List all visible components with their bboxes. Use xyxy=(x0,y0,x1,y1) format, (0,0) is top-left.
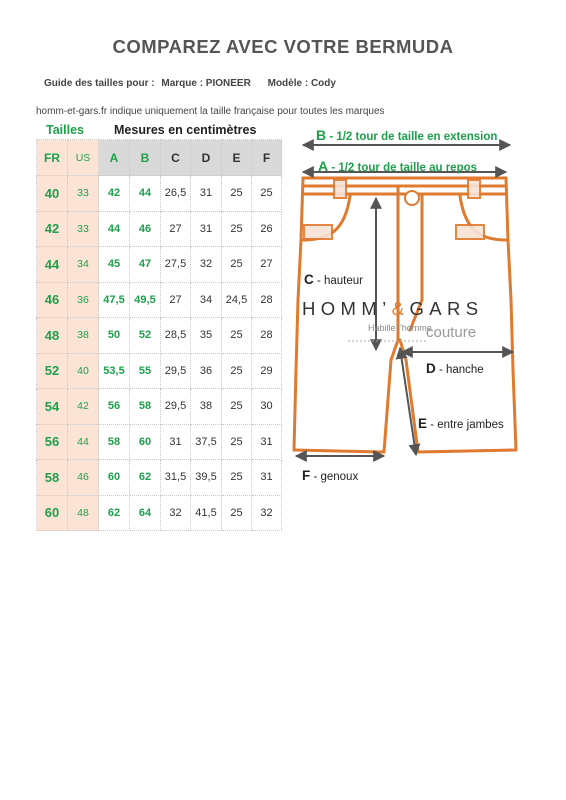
cell-d: 32 xyxy=(191,247,222,283)
cell-a: 47,5 xyxy=(99,282,130,318)
label-e: E - entre jambes xyxy=(418,416,504,431)
cell-f: 31 xyxy=(252,424,282,460)
brand-label: Marque : PIONEER xyxy=(161,78,251,89)
cell-f: 29 xyxy=(252,353,282,389)
cell-c: 32 xyxy=(161,495,191,531)
cell-f: 28 xyxy=(252,318,282,354)
header-d: D xyxy=(191,140,222,176)
cell-fr: 56 xyxy=(37,424,68,460)
cell-b: 60 xyxy=(130,424,161,460)
cell-fr: 44 xyxy=(37,247,68,283)
cell-c: 27 xyxy=(161,282,191,318)
cell-f: 28 xyxy=(252,282,282,318)
label-a: A - 1/2 tour de taille au repos xyxy=(318,158,478,174)
cell-us: 44 xyxy=(68,424,99,460)
button-icon xyxy=(405,191,419,205)
cell-us: 33 xyxy=(68,211,99,247)
cell-us: 48 xyxy=(68,495,99,531)
cell-fr: 46 xyxy=(37,282,68,318)
tailles-label: Tailles xyxy=(46,123,84,137)
cell-b: 46 xyxy=(130,211,161,247)
cell-b: 47 xyxy=(130,247,161,283)
mesures-label: Mesures en centimètres xyxy=(114,123,257,137)
cell-c: 31 xyxy=(161,424,191,460)
cell-f: 26 xyxy=(252,211,282,247)
cell-b: 52 xyxy=(130,318,161,354)
cell-b: 55 xyxy=(130,353,161,389)
cell-a: 53,5 xyxy=(99,353,130,389)
cell-us: 38 xyxy=(68,318,99,354)
cell-f: 32 xyxy=(252,495,282,531)
cell-d: 38 xyxy=(191,389,222,425)
header-e: E xyxy=(222,140,252,176)
cell-e: 25 xyxy=(222,318,252,354)
cell-d: 31 xyxy=(191,211,222,247)
cell-e: 25 xyxy=(222,176,252,212)
cell-b: 49,5 xyxy=(130,282,161,318)
header-f: F xyxy=(252,140,282,176)
cell-d: 41,5 xyxy=(191,495,222,531)
model-label: Modèle : Cody xyxy=(267,78,336,89)
cell-a: 58 xyxy=(99,424,130,460)
header-c: C xyxy=(161,140,191,176)
header-a: A xyxy=(99,140,130,176)
header-us: US xyxy=(68,140,99,176)
cell-fr: 48 xyxy=(37,318,68,354)
cell-b: 44 xyxy=(130,176,161,212)
cell-e: 24,5 xyxy=(222,282,252,318)
cell-fr: 60 xyxy=(37,495,68,531)
cell-c: 27,5 xyxy=(161,247,191,283)
header-fr: FR xyxy=(37,140,68,176)
cell-a: 60 xyxy=(99,460,130,496)
label-d: D - hanche xyxy=(426,361,484,376)
cell-e: 25 xyxy=(222,495,252,531)
cell-e: 25 xyxy=(222,460,252,496)
cell-fr: 52 xyxy=(37,353,68,389)
brand-tagline: Habille l'homme xyxy=(368,323,432,333)
cell-fr: 54 xyxy=(37,389,68,425)
cell-b: 58 xyxy=(130,389,161,425)
cell-c: 26,5 xyxy=(161,176,191,212)
cell-d: 31 xyxy=(191,176,222,212)
cell-a: 45 xyxy=(99,247,130,283)
cell-a: 44 xyxy=(99,211,130,247)
cell-e: 25 xyxy=(222,211,252,247)
cell-f: 31 xyxy=(252,460,282,496)
cell-d: 39,5 xyxy=(191,460,222,496)
page-title: COMPAREZ AVEC VOTRE BERMUDA xyxy=(112,36,454,57)
cell-e: 25 xyxy=(222,389,252,425)
header-b: B xyxy=(130,140,161,176)
cell-d: 36 xyxy=(191,353,222,389)
cell-fr: 40 xyxy=(37,176,68,212)
cell-us: 34 xyxy=(68,247,99,283)
label-f: F - genoux xyxy=(302,468,359,483)
guide-label: Guide des tailles pour : xyxy=(44,78,155,89)
cell-b: 64 xyxy=(130,495,161,531)
cell-f: 30 xyxy=(252,389,282,425)
brand-couture: couture xyxy=(426,324,477,341)
cell-d: 34 xyxy=(191,282,222,318)
label-c: C - hauteur xyxy=(304,272,363,287)
cell-f: 25 xyxy=(252,176,282,212)
cell-us: 42 xyxy=(68,389,99,425)
cell-e: 25 xyxy=(222,353,252,389)
cell-c: 28,5 xyxy=(161,318,191,354)
cell-c: 31,5 xyxy=(161,460,191,496)
cell-e: 25 xyxy=(222,424,252,460)
cell-b: 62 xyxy=(130,460,161,496)
cell-a: 56 xyxy=(99,389,130,425)
cell-fr: 58 xyxy=(37,460,68,496)
cell-a: 62 xyxy=(99,495,130,531)
label-b: B - 1/2 tour de taille en extension xyxy=(316,127,498,143)
cell-us: 46 xyxy=(68,460,99,496)
cell-us: 36 xyxy=(68,282,99,318)
cell-d: 35 xyxy=(191,318,222,354)
cell-a: 42 xyxy=(99,176,130,212)
cell-e: 25 xyxy=(222,247,252,283)
cell-a: 50 xyxy=(99,318,130,354)
cell-us: 33 xyxy=(68,176,99,212)
cell-d: 37,5 xyxy=(191,424,222,460)
cell-c: 29,5 xyxy=(161,353,191,389)
size-note: homm-et-gars.fr indique uniquement la taille française pour toutes les marques xyxy=(36,106,385,117)
cell-c: 29,5 xyxy=(161,389,191,425)
cell-c: 27 xyxy=(161,211,191,247)
cell-fr: 42 xyxy=(37,211,68,247)
cell-us: 40 xyxy=(68,353,99,389)
brand-logo: HOMM’&GARS xyxy=(302,298,484,319)
cell-f: 27 xyxy=(252,247,282,283)
